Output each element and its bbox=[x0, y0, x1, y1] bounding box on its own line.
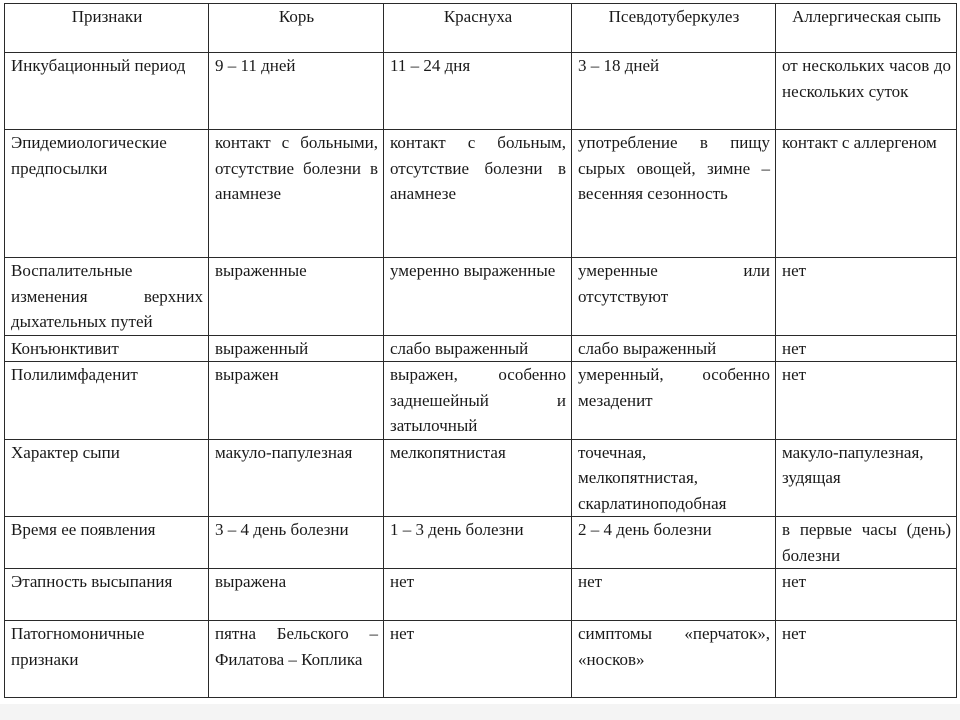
rubella-cell: умеренно выраженные bbox=[384, 258, 572, 336]
row-sign-cell: Полилимфаденит bbox=[5, 362, 209, 440]
allergic-rash-cell: нет bbox=[776, 569, 957, 621]
measles-cell: 9 – 11 дней bbox=[209, 53, 384, 130]
pseudotuberculosis-cell: 2 – 4 день болезни bbox=[572, 517, 776, 569]
table-row bbox=[5, 53, 957, 130]
pseudotuberculosis-cell: 3 – 18 дней bbox=[572, 53, 776, 130]
row-sign-cell: Время ее появления bbox=[5, 517, 209, 569]
row-sign-cell: Эпидемиологические предпосылки bbox=[5, 130, 209, 258]
rubella-cell: 1 – 3 день болезни bbox=[384, 517, 572, 569]
rubella-cell: нет bbox=[384, 569, 572, 621]
bottom-strip bbox=[0, 704, 960, 720]
allergic-rash-cell: в первые часы (день) болезни bbox=[776, 517, 957, 569]
pseudotuberculosis-cell: симптомы «перчаток», «носков» bbox=[572, 621, 776, 698]
row-sign-cell: Характер сыпи bbox=[5, 439, 209, 517]
table-row bbox=[5, 517, 957, 569]
differential-diagnosis-table bbox=[4, 3, 957, 698]
allergic-rash-cell: контакт с аллергеном bbox=[776, 130, 957, 258]
header-row bbox=[5, 4, 957, 53]
allergic-rash-cell: от нескольких часов до нескольких суток bbox=[776, 53, 957, 130]
table-row bbox=[5, 335, 957, 362]
rubella-cell: 11 – 24 дня bbox=[384, 53, 572, 130]
measles-cell: выраженные bbox=[209, 258, 384, 336]
pseudotuberculosis-cell: употребление в пищу сырых овощей, зимне – весенняя сезонность bbox=[572, 130, 776, 258]
rubella-cell: нет bbox=[384, 621, 572, 698]
table-row bbox=[5, 569, 957, 621]
allergic-rash-cell: нет bbox=[776, 258, 957, 336]
measles-cell: макуло-папулезная bbox=[209, 439, 384, 517]
table-row bbox=[5, 130, 957, 258]
header-rubella: Краснуха bbox=[384, 4, 572, 53]
measles-cell: контакт с больными, отсутствие болезни в анамнезе bbox=[209, 130, 384, 258]
header-sign: Признаки bbox=[5, 4, 209, 53]
table-row bbox=[5, 362, 957, 440]
row-sign-cell: Воспалительные изменения верхних дыхательных путей bbox=[5, 258, 209, 336]
header-pseudotuberculosis: Псевдотуберкулез bbox=[572, 4, 776, 53]
rubella-cell: контакт с больным, отсутствие болезни в анамнезе bbox=[384, 130, 572, 258]
row-sign-cell: Инкубационный период bbox=[5, 53, 209, 130]
row-sign-cell: Конъюнктивит bbox=[5, 335, 209, 362]
allergic-rash-cell: нет bbox=[776, 621, 957, 698]
allergic-rash-cell: макуло-папулезная, зудящая bbox=[776, 439, 957, 517]
pseudotuberculosis-cell: слабо выраженный bbox=[572, 335, 776, 362]
measles-cell: выраженный bbox=[209, 335, 384, 362]
pseudotuberculosis-cell: умеренные или отсутствуют bbox=[572, 258, 776, 336]
rubella-cell: выражен, особенно заднешейный и затылочный bbox=[384, 362, 572, 440]
pseudotuberculosis-cell: нет bbox=[572, 569, 776, 621]
measles-cell: выражена bbox=[209, 569, 384, 621]
measles-cell: выражен bbox=[209, 362, 384, 440]
header-measles: Корь bbox=[209, 4, 384, 53]
row-sign-cell: Этапность высыпания bbox=[5, 569, 209, 621]
pseudotuberculosis-cell: точечная, мелкопятнистая, скарлатиноподобная bbox=[572, 439, 776, 517]
allergic-rash-cell: нет bbox=[776, 362, 957, 440]
table-row bbox=[5, 621, 957, 698]
rubella-cell: мелкопятнистая bbox=[384, 439, 572, 517]
measles-cell: пятна Бельского – Филатова – Коплика bbox=[209, 621, 384, 698]
row-sign-cell: Патогномоничные признаки bbox=[5, 621, 209, 698]
header-allergic-rash: Аллергическая сыпь bbox=[776, 4, 957, 53]
rubella-cell: слабо выраженный bbox=[384, 335, 572, 362]
table-row bbox=[5, 258, 957, 336]
measles-cell: 3 – 4 день болезни bbox=[209, 517, 384, 569]
allergic-rash-cell: нет bbox=[776, 335, 957, 362]
pseudotuberculosis-cell: умеренный, особенно мезаденит bbox=[572, 362, 776, 440]
table-row bbox=[5, 439, 957, 517]
